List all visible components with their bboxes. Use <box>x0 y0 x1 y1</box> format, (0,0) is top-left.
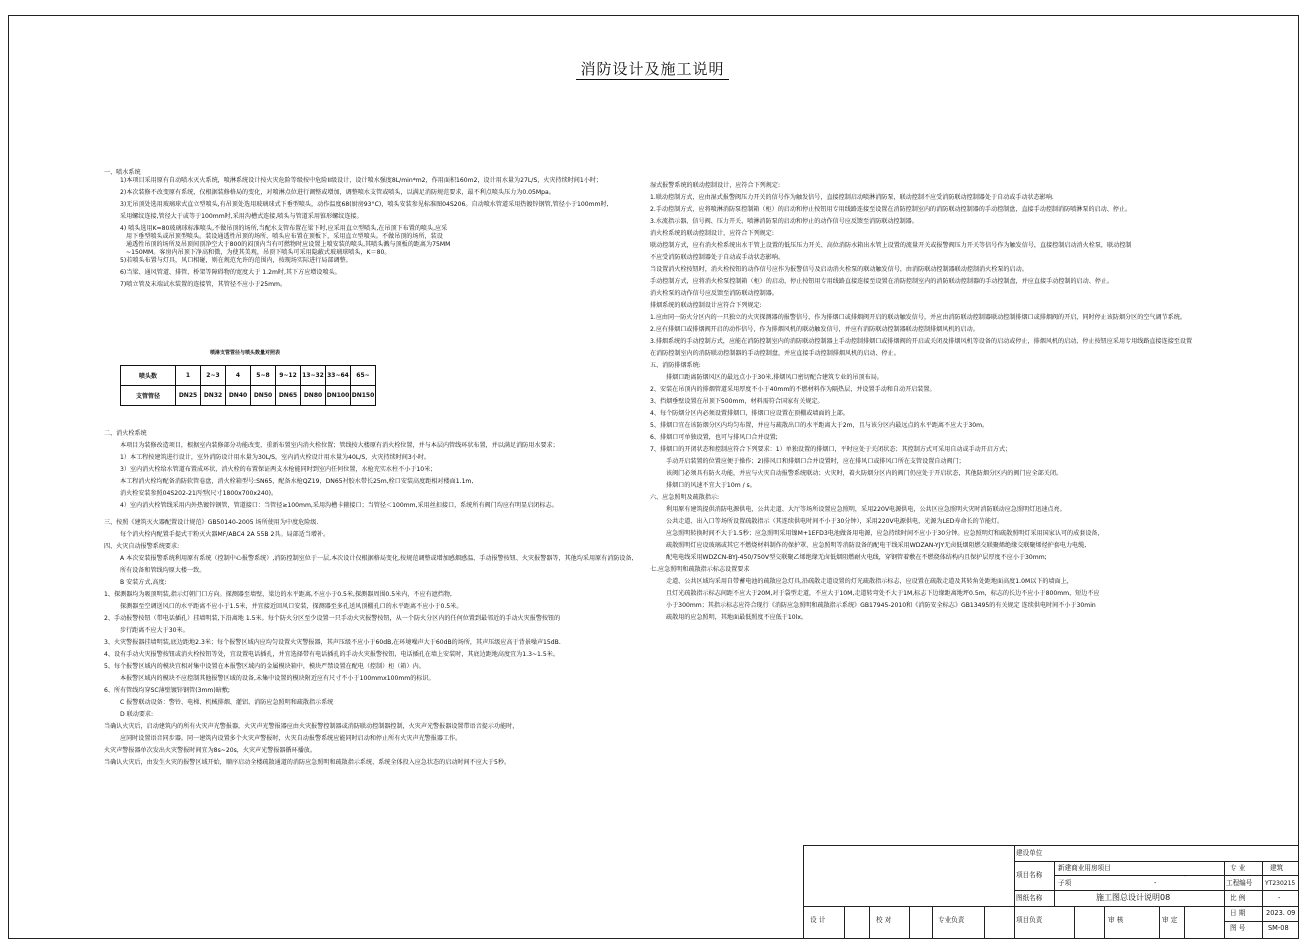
note-line: 每个消火栓内配置手提式干粉灭火器MF/ABC4 2A 55B 2具。局部适当增补。 <box>120 530 330 538</box>
note-line: 不应受消防联动控制器处于自动或手动状态影响。 <box>650 254 785 261</box>
note-line: 火灾声警报器单次发出火灾警报时间宜为8s~20s，火灾声光警报器循环播放。 <box>104 746 316 754</box>
note-line: 1、探测器均为吸顶明装,指示灯朝门口方向。探测器至墙壁，梁边的水平距离,不应小于0.5米,探测器周围0.5米内，不应有遮挡物, <box>104 590 452 598</box>
table-row <box>121 386 376 406</box>
project-no-label: 工程编号 <box>1226 879 1253 887</box>
table-cell: 65~ <box>351 366 376 386</box>
note-line: 1)本项目采用原有自动喷水灭火系统，喷淋系统设计按火灾危险等级按中危险II级设计，设计喷水强度8L/min*m2，作用面积160m2，设计用水量为27L/S，火灾持续时间1小时； <box>120 177 603 184</box>
table-cell: 5~8 <box>251 366 276 386</box>
drawing-name: 施工图总设计说明08 <box>1096 893 1171 902</box>
scale-label: 比 例 <box>1230 894 1246 902</box>
note-line: 当确认火灾后，由发生火灾的报警区域开始，顺序启动全楼疏散通道的消防应急照明和疏散指示系统，系统全体投入应急状态的启动时间不应大于5秒。 <box>104 758 511 766</box>
note-line: 本工程消火栓均配备消防软管卷盘，消火栓箱型号:SN65，配备水枪QZ19，DN65衬胶水带长25m,栓口安装高度距相对楼面1.1m, <box>120 478 474 485</box>
section-heading: 七.应急照明和疏散指示标志设置要求 <box>650 566 750 573</box>
note-line: 2)本次装修不改变原有系统，仅根据装修格局的变化，对喷淋点位进行调整或增加，调整喷水支管或喷头，以满足消防规范要求，最不利点喷头压力为0.05Mpa。 <box>120 189 555 196</box>
note-line: 2、手动报警按钮（带电话插孔）挂墙明装,下沿离地 1.5米。每个防火分区至少设置一只手动火灾报警按钮，从一个防火分区内的任何位置到最邻近的手动火灾报警按钮的 <box>104 614 561 622</box>
pipe-size-table <box>120 365 376 406</box>
note-line: 2、安装在吊顶内的排烟管道采用厚度不小于40mm的不燃材料作为隔热层，并设置手动和自动开启装置。 <box>650 386 936 393</box>
sheet-no-label: 图 号 <box>1230 924 1246 932</box>
note-line: 5、排烟口宜在该防烟分区内均匀布置，并应与疏散出口的水平距离大于2m，且与该分区内最远点的水平距离不应大于30m。 <box>650 422 989 429</box>
specialty-value: 建筑 <box>1270 864 1284 872</box>
note-line: 走道、公共区域均采用自带蓄电池的疏散应急灯具,沿疏散走道设置的灯光疏散指示标志，应设置在疏散走道及其转角处距地面高度1.0M以下的墙面上， <box>666 578 1073 585</box>
note-line: ~150MM。客房内吊顶下净高和微，为使其美观，吊顶下喷头可采用隐蔽式玻璃球喷头，K＝80。 <box>126 249 391 256</box>
pipe-table-title: 喷淋支管管径与喷头数量对照表 <box>210 350 281 356</box>
project-lead-label: 项目负责 <box>1016 916 1043 924</box>
note-line: 3、挡烟垂壁设置在吊顶下500mm，材料需符合国家有关规定。 <box>650 398 824 405</box>
approve-label: 审 定 <box>1162 916 1178 924</box>
subproject-label: 子项 <box>1058 879 1072 887</box>
note-line: 4、每个防烟分区内必须设置排烟口，排烟口应设置在顶棚或墙面的上部。 <box>650 410 849 417</box>
design-label: 设 计 <box>810 916 826 924</box>
note-line: 消火栓安装参照04S202-21丙型(尺寸1800x700x240)。 <box>120 490 278 497</box>
right-column-notes <box>650 182 1240 622</box>
left-column-notes <box>104 169 634 289</box>
note-line: D 联动要求: <box>120 710 154 718</box>
title-block <box>803 845 1298 938</box>
note-line: 手动控制方式，应将消火栓泵控制箱（柜）的启动、停止按钮用专用线路直接连接至设置在消防控制室内的消防联动控制器的手动控制盘，并应直接手动控制的启动、停止。 <box>650 278 1114 285</box>
note-line: 本项目为装修改造项目，根据室内装修部分功能改变，重新布置室内消火栓位置；管线按大楼原有消火栓位置，并与本层内管线环状布置，并以满足消防用水要求； <box>120 442 559 449</box>
table-cell: DN40 <box>226 386 251 406</box>
drawing-name-label: 图纸名称 <box>1016 894 1043 902</box>
review-label: 审 核 <box>1108 916 1124 924</box>
project-name-dash: - <box>1184 872 1187 880</box>
section-heading: 排烟系统的联动控制设计应符合下列规定: <box>650 302 762 309</box>
table-cell: 33~64 <box>326 366 351 386</box>
note-line: 所有设备和管线均原大楼一致。 <box>120 566 206 574</box>
table-cell: DN65 <box>276 386 301 406</box>
note-line: 小于300mm；其指示标志应符合现行《消防应急照明和疏散指示系统》GB17945-2010和《消防安全标志》GB13495的有关规定 连续供电时间不小于30min <box>666 602 1096 609</box>
note-line: 1）本工程按建筑进行设计，室外消防设计用水量为30L/S，室内消火栓设计用水量为40L/S，火灾持续时间3小时。 <box>120 454 431 461</box>
section-heading: 二、消火栓系统 <box>104 430 147 437</box>
sheet-no-value: SM-08 <box>1268 924 1289 932</box>
date-label: 日 期 <box>1230 909 1246 917</box>
note-line: 该阀门必须具有防火功能，并应与火灾自动报警系统联动；火灾时，着火防烟分区内的阀门仍应处于开启状态，其他防烟分区内的阀门应全部关闭。 <box>666 470 1063 477</box>
section-heading: 五、消防排烟系统: <box>650 362 701 369</box>
discipline-lead-label: 专业负责 <box>938 916 965 924</box>
note-line: 1.联动控制方式，应由湿式报警阀压力开关的信号作为触发信号，直接控制启动喷淋消防泵，联动控制不应受消防联动控制器处于自动或手动状态影响. <box>650 194 1054 201</box>
note-line: 当确认火灾后，启动建筑内的所有火灾声光警报器，火灾声光警报器应由火灾报警控制器或消防联动控制器控制，火灾声光警报器设置带语音提示功能时， <box>104 722 519 730</box>
note-line: 消火栓泵的动作信号应反馈至消防联动控制器。 <box>650 290 778 297</box>
note-line: 3.排烟系统的手动控制方式，应能在消防控制室内的消防联动控制器上手动控制排烟口或排烟阀的开启或关闭及排烟风机等设备的启动或停止，排烟风机的启动、停止按钮应采用专用线路直接连接至设置 <box>650 338 1193 345</box>
note-line: 且灯光疏散指示标志间距不应大于20M,对于袋型走道，不应大于10M,走道转弯处不大于1M,标志下边缘距离地坪0.5m，标志的长边不应小于800mm，短边不应 <box>666 590 1100 597</box>
note-line: 配电电线采用WDZCN-BYJ-450/750V型交联聚乙烯绝缘无卤低烟阻燃耐火电线，穿钢管着敷在不燃烧体结构内且保护层厚度不应小于30mm; <box>666 554 1047 561</box>
note-line: 步行距离不应大于30米。 <box>120 626 189 634</box>
note-line: 应急照明转换时间不大于1.5秒；应急照明采用镍M+1EFD3电池做备用电源，应急持续时间不应小于30分钟。应急照明灯和疏散照明灯采用国家认可的成套设备， <box>666 530 1104 537</box>
note-line: 利用原有建筑提供消防电源供电，公共走道、大厅等场所设置应急照明，采用220V电源供电，公共区应急照明火灾时消防联动应急照明灯迅速点亮。 <box>666 506 1066 513</box>
note-line: 探测器至空调送风口的水平距离不应小于1.5米，并宜接近回风口安装，探测器至多孔送风顶棚孔口的水平距离不应小于0.5米。 <box>120 602 463 610</box>
specialty-label: 专 业 <box>1230 864 1246 872</box>
note-line: 4）室内消火栓管线采用内外热镀锌钢管，管道接口：当管径≥100mm,采用沟槽卡箍接口；当管径＜100mm,采用丝扣接口，系统所有阀门均应有明显启闭标志。 <box>120 502 558 509</box>
note-line: 联动控制方式，应有消火栓系统出水干管上设置的低压压力开关、高位消防水箱出水管上设置的流量开关或报警阀压力开关等信号作为触发信号，直接控制启动消火栓泵，联动控制 <box>650 242 1132 249</box>
project-no-value: YT230215 <box>1265 880 1296 887</box>
note-line: 5)若喷头布置与灯具，风口相碰，则在规范允许的范围内，按现场实际进行局部调整。 <box>120 257 352 264</box>
note-line: 在消防控制室内的消防联动控制器的手动控制盘，并应直接手动控制排烟风机的启动、停止。 <box>650 350 900 357</box>
subproject-value: - <box>1154 879 1157 887</box>
date-value: 2023. 09 <box>1266 909 1296 917</box>
table-row-label: 支管管径 <box>121 386 176 406</box>
note-line: 采用螺纹连接,管径大于或等于100mm时,采用沟槽式连接,喷头与管道采用锥形螺纹连接。 <box>120 213 363 220</box>
table-cell: DN25 <box>176 386 201 406</box>
note-line: 疏散用的应急照明，其地面最低照度不应低于10lx。 <box>666 614 808 621</box>
note-line: 3)无吊顶处选用玻璃球式直立型喷头,有吊顶处选用玻璃球式下垂型喷头，动作温度68(厨房93°C)，喷头安装参见标准图04S206。自动喷水管道采用热镀锌钢管,管径小于100mm时, <box>120 201 609 208</box>
note-line: 5、每个报警区域内的模块宜相对集中设置在本报警区域内的金属模块箱中，模块严禁设置在配电（控制）柜（箱）内。 <box>104 662 425 670</box>
note-line: 6、排烟口可单独设置，也可与排风口合并设置; <box>650 434 778 441</box>
note-line: 2.应有排烟口或排烟阀开启的动作信号，作为排烟风机的联动触发信号，并应有消防联动控制器联动控制排烟风机的启动。 <box>650 326 979 333</box>
proofread-label: 校 对 <box>876 916 892 924</box>
section-heading: 三、按照《建筑灭火器配置设计规范》GB50140-2005 场所使用为中度危险级. <box>104 518 319 526</box>
table-cell: DN80 <box>301 386 326 406</box>
note-line: 7、排烟口的开闭状态和控制应符合下列要求：1）单独设置的排烟口，平时应处于关闭状态；其控制方式可采用自动或手动开启方式； <box>650 446 1012 453</box>
table-cell: DN150 <box>351 386 376 406</box>
note-line: 3、火灾警报器挂墙明装,底边距地2.3米；每个报警区域内应均匀设置火灾警报器，其声压级不应小于60dB,在环境噪声大于60dB的场所，其声压级应高于背景噪声15dB. <box>104 638 561 646</box>
note-line: 用下垂型喷头或吊顶型喷头。装设通透性吊顶的场所，喷头应布置在顶板下，采用直立型喷头。不做吊顶的场所，装设 <box>126 233 443 240</box>
note-line: 3.水流指示器、信号阀、压力开关、喷淋消防泵的启动和停止的动作信号应反馈至消防联动控制器。 <box>650 218 918 225</box>
note-line: 3）室内消火栓给水管道布置成环状，消火栓的布置保证两支水枪能同时到室内任何位置，水枪充实水柱不小于10米； <box>120 466 437 473</box>
section-heading: 湿式报警系统的联动控制设计，应符合下列规定: <box>650 182 781 189</box>
section-heading: 一、喷水系统 <box>104 169 141 176</box>
note-line: 当设置消火栓按钮时，消火栓按钮的动作信号应作为报警信号及启动消火栓泵的联动触发信号，由消防联动控制器联动控制消火栓泵的启动。 <box>650 266 1028 273</box>
section-heading: 四、火灾自动报警系统要求: <box>104 542 180 550</box>
note-line: B 安装方式,高度: <box>120 578 167 586</box>
table-cell: DN32 <box>201 386 226 406</box>
note-line: 疏散照明灯应设玻璃或其它不燃烧材料制作的保护罩，应急照明等消防设备的配电干线采用WDZAN-YJY无卤低烟阻燃交联聚烯绝缘交联聚烯烃护套电力电缆, <box>666 542 1087 549</box>
table-cell: 1 <box>176 366 201 386</box>
note-line: A 本次安装报警系统利用原有系统（控制中心报警系统）,消防控制室位于一层,本次设计仅根据格局变化,按规范调整或增加感烟感温、手动报警按钮、火灾报警器等，其他均采用原有消防设备, <box>120 554 634 562</box>
section-heading: 六、应急照明及疏散指示: <box>650 494 720 501</box>
note-line: 6)当梁、通风管道、排管、桥架等障碍物的宽度大于 1.2m时,其下方应增设喷头。 <box>120 269 341 276</box>
left-column-notes-2 <box>104 430 644 767</box>
note-line: 本报警区域内的模块不应控制其他报警区域的设备,未集中设置的模块附近应有尺寸不小于100mmx100mm的标识。 <box>120 674 435 682</box>
table-cell: DN100 <box>326 386 351 406</box>
table-cell: 4 <box>226 366 251 386</box>
note-line: 通透性吊顶的场所及吊顶间顶净空大于800的闷顶内当有可燃物时应设置上喷安装的喷头,其喷头溅与顶板的距离为75MM <box>126 241 451 248</box>
table-cell: 2~3 <box>201 366 226 386</box>
spacer <box>104 510 644 519</box>
table-cell: DN50 <box>251 386 276 406</box>
note-line: 6、所有管线均穿SC薄壁镀锌钢管(3mm)暗敷; <box>104 686 230 694</box>
table-row <box>121 366 376 386</box>
project-name: 新建商业用房项目 <box>1058 864 1111 872</box>
note-line: 7)喷立管及末端试水装置的连接管，其管径不应小于25mm。 <box>120 281 287 288</box>
note-line: 公共走道、出入口等场所设置疏散指示（其连续供电时间不小于30分钟），采用220V电源供电，光源为LED寿命长的节能灯。 <box>666 518 1004 525</box>
section-heading: 消火栓系统的联动控制设计，应符合下列规定: <box>650 230 774 237</box>
note-line: 4、设有手动火灾报警按钮或消火栓按钮等处，宜设置电话插孔，并宜选择带有电话插孔的手动火灾报警按钮，电话插孔在墙上安装时，其底边距地高度宜为1.3~1.5米。 <box>104 650 559 658</box>
table-cell: 9~12 <box>276 366 301 386</box>
note-line: 4) 喷头选用K=80玻璃球标准喷头,不做吊顶的场所,当配水支管布置在梁下时,应采用直立型喷头,在吊顶下布置的喷头,应采 <box>120 225 448 232</box>
note-line: 1.应由同一防火分区内的一只独立的火灾探测器的报警信号，作为排烟口或排烟阀开启的联动触发信号，并应由消防联动控制器联动控制排烟口或排烟阀的开启，同时停止该防烟分区的空气调节系统。 <box>650 314 1186 321</box>
table-row-label: 喷头数 <box>121 366 176 386</box>
note-line: C 报警联动设备：警铃、电梯、机械排烟、灌铝、消防应急照明和疏散指示系统 <box>120 698 334 706</box>
scale-value: - <box>1278 894 1281 902</box>
note-line: 排烟口的风速不宜大于10m / s。 <box>666 482 756 489</box>
note-line: 2.手动控制方式，应将喷淋消防泵控制箱（柜）的启动和停止按钮用专用线路连接至设置在消防控制室内的消防联动控制器的手动控制盘，直接手动控制消防喷淋泵的启动、停止。 <box>650 206 1132 213</box>
page-title: 消防设计及施工说明 <box>0 58 1305 79</box>
project-name-label: 项目名称 <box>1016 871 1043 879</box>
note-line: 应同时设置语音同步器。同一建筑内设置多个火灾声警报时，火灾自动报警系统应能同时启动和停止所有火灾声光警报器工作。 <box>120 734 462 742</box>
note-line: 手动开启装置的位置应便于操作；2)排风口和排烟口合并设置时，应在排风口或排风口所在支管设置自动阀门； <box>666 458 965 465</box>
note-line: 排烟口距离防烟风区的最远点小于30米,排烟风口密切配合建筑专业的吊顶布局。 <box>666 374 883 381</box>
construction-unit-label: 建设单位 <box>1016 849 1043 857</box>
table-cell: 13~32 <box>301 366 326 386</box>
